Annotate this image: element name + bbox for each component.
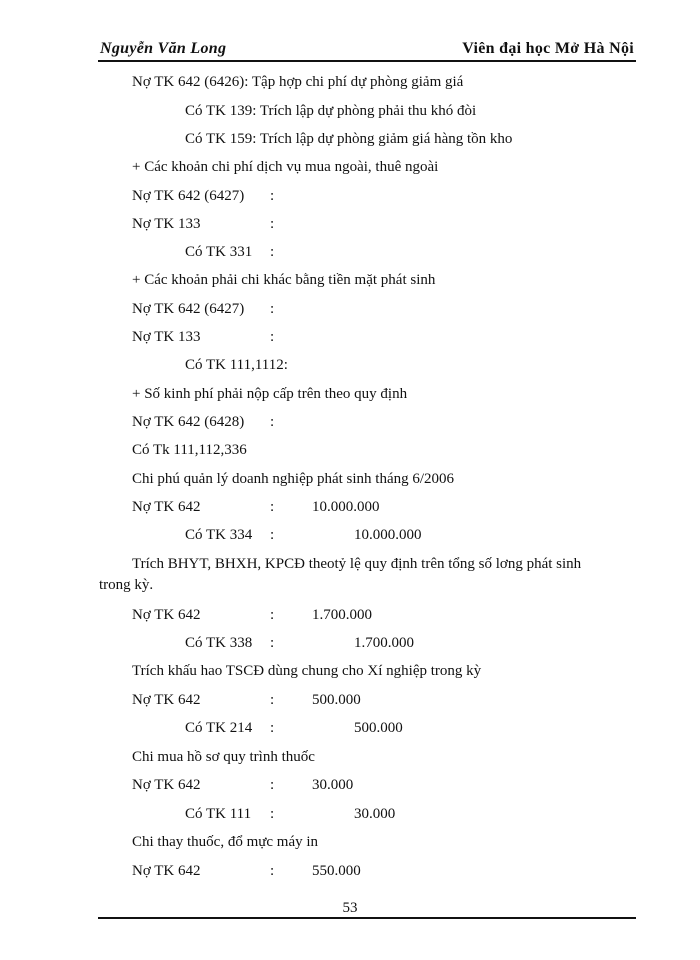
colon: : xyxy=(270,499,275,515)
entry-debit-amount: 30.000 xyxy=(312,777,354,793)
entry-credit-amount: 10.000.000 xyxy=(354,527,422,543)
entry-debit: Nợ TK 642 xyxy=(132,692,201,708)
entry-credit-amount: 500.000 xyxy=(354,720,403,736)
entry-debit-amount: 500.000 xyxy=(312,692,361,708)
text-line: trong kỳ. xyxy=(99,577,154,593)
text-line: Có TK 111,1112: xyxy=(185,357,288,373)
colon: : xyxy=(270,244,275,260)
colon: : xyxy=(270,527,275,543)
text-line: Có TK 159: Trích lập dự phòng giảm giá hàng tồn kho xyxy=(185,131,513,147)
entry-debit-amount: 550.000 xyxy=(312,863,361,879)
colon: : xyxy=(270,692,275,708)
text-line: Chi mua hồ sơ quy trình thuốc xyxy=(132,749,315,765)
header-author: Nguyễn Văn Long xyxy=(100,40,227,57)
colon: : xyxy=(270,777,275,793)
text-line: + Các khoản chi phí dịch vụ mua ngoài, thuê ngoài xyxy=(132,159,439,175)
text-line: Nợ TK 133 xyxy=(132,329,201,345)
text-line: Nợ TK 133 xyxy=(132,216,201,232)
text-line: Có TK 139: Trích lập dự phòng phải thu khó đòi xyxy=(185,103,477,119)
colon: : xyxy=(270,863,275,879)
colon: : xyxy=(270,806,275,822)
text-line: Nợ TK 642 (6427) xyxy=(132,188,245,204)
colon: : xyxy=(270,414,275,430)
text-line: Có Tk 111,112,336 xyxy=(132,442,247,458)
colon: : xyxy=(270,635,275,651)
entry-credit: Có TK 111 xyxy=(185,806,252,822)
footer-rule xyxy=(98,917,636,919)
entry-debit-amount: 10.000.000 xyxy=(312,499,380,515)
entry-credit: Có TK 214 xyxy=(185,720,253,736)
colon: : xyxy=(270,720,275,736)
colon: : xyxy=(270,329,275,345)
text-line: Có TK 331 xyxy=(185,244,253,260)
header-institution: Viên đại học Mở Hà Nội xyxy=(462,40,634,57)
text-line: Nợ TK 642 (6427) xyxy=(132,301,245,317)
text-line: Chi phú quản lý doanh nghiệp phát sinh tháng 6/2006 xyxy=(132,471,455,487)
colon: : xyxy=(270,607,275,623)
colon: : xyxy=(270,216,275,232)
entry-debit: Nợ TK 642 xyxy=(132,863,201,879)
entry-debit: Nợ TK 642 xyxy=(132,777,201,793)
page-number: 53 xyxy=(342,900,358,916)
entry-debit-amount: 1.700.000 xyxy=(312,607,372,623)
entry-credit: Có TK 338 xyxy=(185,635,253,651)
entry-credit: Có TK 334 xyxy=(185,527,253,543)
entry-debit: Nợ TK 642 xyxy=(132,607,201,623)
text-line: Nợ TK 642 (6426): Tập hợp chi phí dự phòng giảm giá xyxy=(132,74,464,90)
text-line: Trích khấu hao TSCĐ dùng chung cho Xí nghiệp trong kỳ xyxy=(132,663,482,679)
text-line: + Số kinh phí phải nộp cấp trên theo quy định xyxy=(132,386,408,402)
entry-credit-amount: 1.700.000 xyxy=(354,635,414,651)
text-line: Chi thay thuốc, đổ mực máy in xyxy=(132,834,319,850)
colon: : xyxy=(270,188,275,204)
page-header xyxy=(98,38,636,62)
text-line: Trích BHYT, BHXH, KPCĐ theotỷ lệ quy định trên tổng số lơng phát sinh xyxy=(132,556,582,572)
entry-credit-amount: 30.000 xyxy=(354,806,396,822)
text-line: + Các khoản phải chi khác bằng tiền mặt phát sinh xyxy=(132,272,436,288)
text-line: Nợ TK 642 (6428) xyxy=(132,414,245,430)
entry-debit: Nợ TK 642 xyxy=(132,499,201,515)
colon: : xyxy=(270,301,275,317)
